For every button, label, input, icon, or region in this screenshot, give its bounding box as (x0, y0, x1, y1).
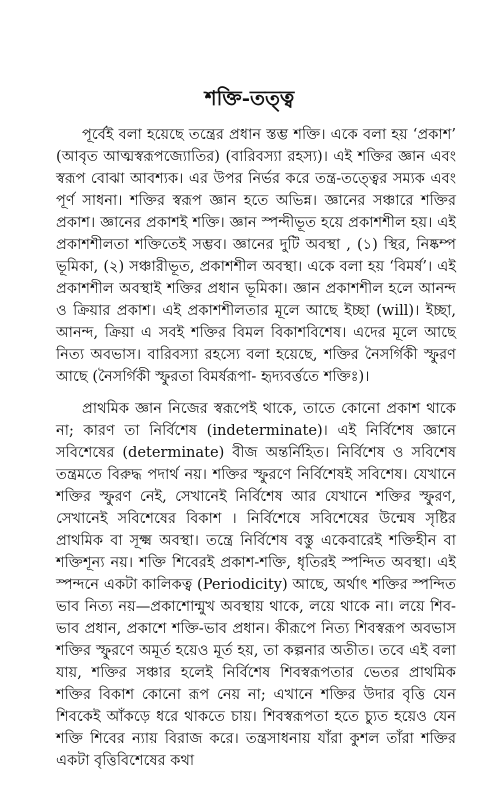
paragraph: পূর্বেই বলা হয়েছে তন্ত্রের প্রধান স্তম্ভ শক্তি। একে বলা হয় ‘প্রকাশ’ (আবৃত আত্মস্বরূপজ্যোতির) (বারিবস্যা রহস্য)। এই শক্তির জ্ঞান এবং স্বরূপ বোঝা আবশ্যক। এর উপর নির্ভর করে তন্ত্র-তত্ত্বের সম্যক এবং পূর্ণ সাধনা। শক্তির স্বরূপ জ্ঞান হতে অভিন্ন। জ্ঞানের সঞ্চারে শক্তির প্রকাশ। জ্ঞানের প্রকাশই শক্তি। জ্ঞান স্পন্দীভূত হয়ে প্রকাশশীল হয়। এই প্রকাশশীলতা শক্তিতেই সম্ভব। জ্ঞানের দুটি অবস্থা , (১) স্থির, নিষ্কম্প ভূমিকা, (২) সঞ্চারীভূত, প্রকাশশীল অবস্থা। একে বলা হয় ‘বিমর্ষ’। এই প্রকাশশীল অবস্থাই শক্তির প্রধান ভূমিকা। জ্ঞান প্রকাশশীল হলে আনন্দ ও ক্রিয়ার প্রকাশ। এই প্রকাশশীলতার মূলে আছে ইচ্ছা (will)। ইচ্ছা, আনন্দ, ক্রিয়া এ সবই শক্তির বিমল বিকাশবিশেষ। এদের মূলে আছে নিত্য অবভাস। বারিবস্যা রহস্যে বলা হয়েছে, শক্তির নৈসর্গিকী স্ফুরণ আছে (নৈসর্গিকী স্ফুরতা বিমর্ষরূপা- হৃদ্যবর্ত্ততে শক্তিঃ)। (56, 126, 456, 385)
body-text (56, 124, 456, 782)
chapter-title: শক্তি-তত্ত্ব (204, 86, 295, 110)
paragraph: প্রাথমিক জ্ঞান নিজের স্বরূপেই থাকে, তাতে কোনো প্রকাশ থাকে না; কারণ তা নির্বিশেষ (indeterminate)। এই নির্বিশেষ জ্ঞানে সবিশেষের (determinate) বীজ অন্তর্নিহিত। নির্বিশেষ ও সবিশেষ তন্ত্রমতে বিরুদ্ধ পদার্থ নয়। শক্তির স্ফুরণে নির্বিশেষই সবিশেষ। যেখানে শক্তির স্ফুরণ নেই, সেখানেই নির্বিশেষ আর যেখানে শক্তির স্ফুরণ, সেখানেই সবিশেষের বিকাশ । নির্বিশেষে সবিশেষের উন্মেষ সৃষ্টির প্রাথমিক বা সূক্ষ্ম অবস্থা। তন্ত্রে নির্বিশেষ বস্তু একেবারেই শক্তিহীন বা শক্তিশূন্য নয়। শক্তি শিবেরই প্রকাশ-শক্তি, ধৃতিরই স্পন্দিত অবস্থা। এই স্পন্দনে একটা কালিকত্ব (Periodicity) আছে, অর্থাৎ শক্তির স্পন্দিত ভাব নিত্য নয়—প্রকাশোন্মুখ অবস্থায় থাকে, লয়ে থাকে না। লয়ে শিব-ভাব প্রধান, প্রকাশে শক্তি-ভাব প্রধান। কীরূপে নিত্য শিবস্বরূপ অবভাস শক্তির স্ফুরণে অমূর্ত হয়েও মূর্ত হয়, তা কল্পনার অতীত। তবে এই বলা যায়, শক্তির সঞ্চার হলেই নির্বিশেষ শিবস্বরূপতার ভেতর প্রাথমিক শক্তির বিকাশ কোনো রূপ নেয় না; এখানে শক্তির উদার বৃত্তি যেন শিবকেই আঁকড়ে ধরে থাকতে চায়। শিবস্বরূপতা হতে চ্যুত হয়েও যেন শক্তি শিবের ন্যায় বিরাজ করে। তন্ত্রসাধনায় যাঁরা কুশল তাঁরা শক্তির একটা বৃত্তিবিশেষের কথা (56, 400, 456, 769)
